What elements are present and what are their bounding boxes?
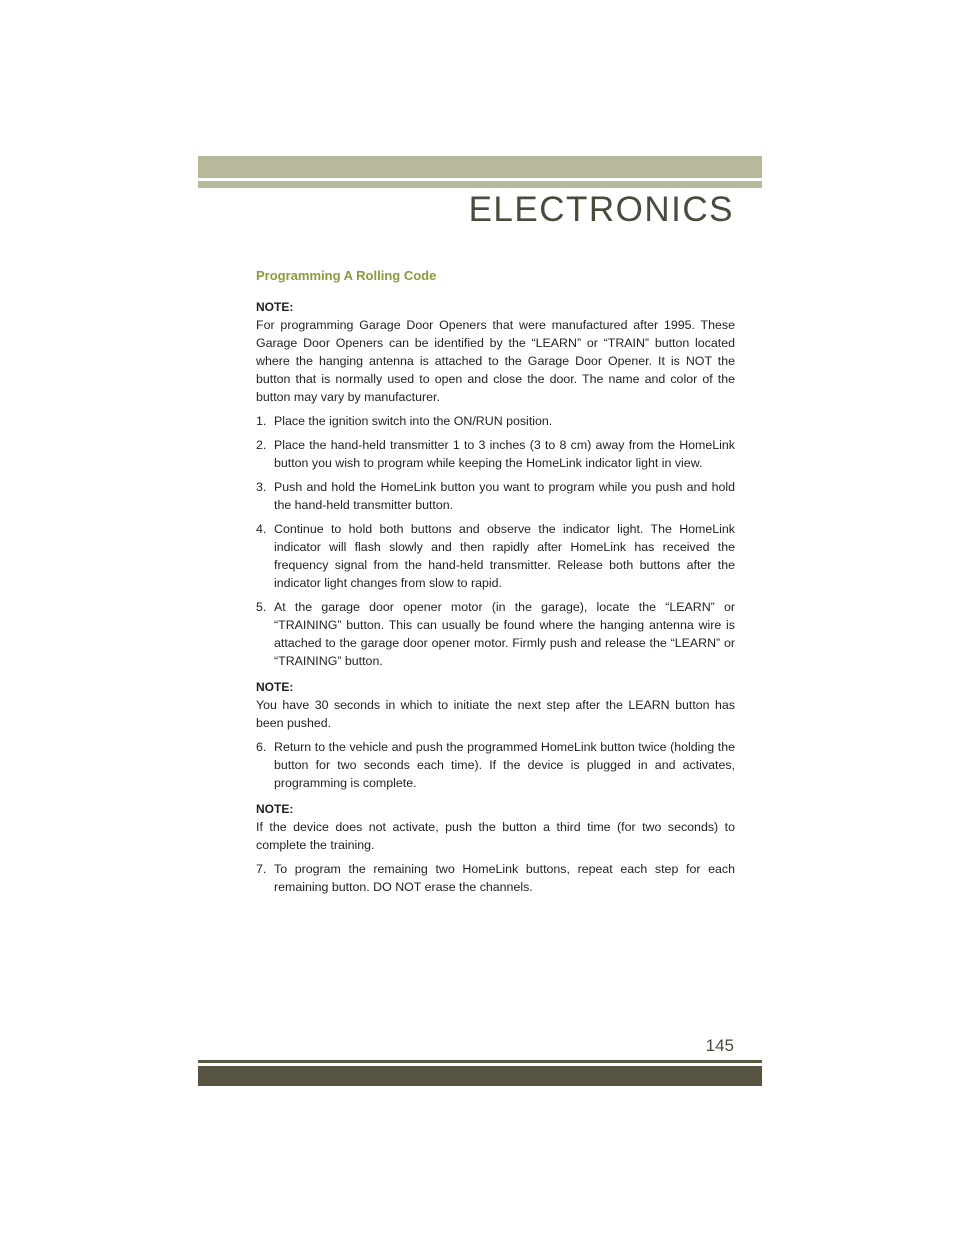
section-title: ELECTRONICS xyxy=(468,190,734,229)
step-item xyxy=(256,478,735,514)
step-text: Push and hold the HomeLink button you want to program while you push and hold the hand-held transmitter button. xyxy=(274,480,735,512)
note-text: You have 30 seconds in which to initiate the next step after the LEARN button has been pushed. xyxy=(256,698,735,730)
step-text: To program the remaining two HomeLink buttons, repeat each step for each remaining button. DO NOT erase the channels. xyxy=(274,862,735,894)
step-text: Place the ignition switch into the ON/RUN position. xyxy=(274,414,553,428)
page-content xyxy=(256,266,735,902)
step-number: 6. xyxy=(256,740,267,754)
step-text: Place the hand-held transmitter 1 to 3 inches (3 to 8 cm) away from the HomeLink button you wish to program while keeping the HomeLink indicator light in view. xyxy=(274,438,735,470)
step-number: 7. xyxy=(256,862,267,876)
step-item xyxy=(256,860,735,896)
steps-list-b xyxy=(256,738,735,792)
steps-list-a xyxy=(256,412,735,670)
note-label: NOTE: xyxy=(256,802,294,816)
step-number: 3. xyxy=(256,480,267,494)
subsection-heading: Programming A Rolling Code xyxy=(256,268,437,283)
step-number: 2. xyxy=(256,438,267,452)
footer-bar xyxy=(198,1066,762,1086)
note-block xyxy=(256,678,735,732)
step-item xyxy=(256,436,735,472)
note-text: For programming Garage Door Openers that were manufactured after 1995. These Garage Door Openers can be identified by the “LEARN” or “TRAIN” button located where the hanging antenna is attached to the Garage Door Opener. It is NOT the button that is normally used to open and close the door. The name and color of the button may vary by manufacturer. xyxy=(256,318,735,404)
note-block xyxy=(256,800,735,854)
step-text: Return to the vehicle and push the programmed HomeLink button twice (holding the button for two seconds each time). If the device is plugged in and activates, programming is complete. xyxy=(274,740,735,790)
step-text: Continue to hold both buttons and observe the indicator light. The HomeLink indicator will flash slowly and then rapidly after HomeLink has received the frequency signal from the hand-held transmitter. Release both buttons after the indicator light changes from slow to rapid. xyxy=(274,522,735,590)
note-label: NOTE: xyxy=(256,300,294,314)
step-item xyxy=(256,598,735,670)
page-number: 145 xyxy=(705,1036,734,1055)
header-bar xyxy=(198,156,762,178)
note-text: If the device does not activate, push the button a third time (for two seconds) to complete the training. xyxy=(256,820,735,852)
step-item xyxy=(256,738,735,792)
steps-list-c xyxy=(256,860,735,896)
step-number: 1. xyxy=(256,414,267,428)
step-item xyxy=(256,520,735,592)
note-label: NOTE: xyxy=(256,680,294,694)
step-number: 4. xyxy=(256,522,267,536)
step-text: At the garage door opener motor (in the garage), locate the “LEARN” or “TRAINING” button. This can usually be found where the hanging antenna wire is attached to the garage door opener motor. Firmly push and release the “LEARN” or “TRAINING” button. xyxy=(274,600,735,668)
step-number: 5. xyxy=(256,600,267,614)
header-rule xyxy=(198,181,762,188)
footer-rule xyxy=(198,1060,762,1063)
step-item xyxy=(256,412,735,430)
